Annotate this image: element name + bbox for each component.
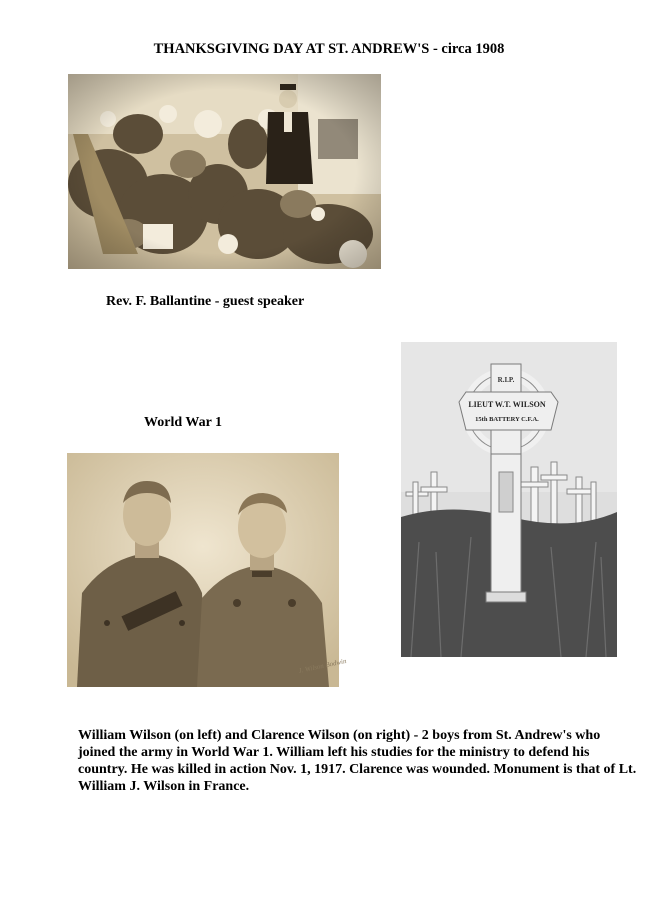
photographer-signature: J. Wilson Bodwin	[297, 656, 348, 675]
soldiers-photo	[67, 453, 348, 687]
church-flowers-photo	[68, 74, 381, 269]
ww1-caption: World War 1	[144, 415, 223, 430]
soldiers-portrait-photo	[67, 453, 348, 687]
page-title: THANKSGIVING DAY AT ST. ANDREW'S - circa 1908	[153, 41, 505, 57]
inscription-unit: 15th BATTERY C.F.A.	[475, 416, 539, 423]
grave-cross-photo	[401, 342, 617, 657]
description-paragraph: William Wilson (on left) and Clarence Wilson (on right) - 2 boys from St. Andrew's who joined the army in World War 1. William left his studies for the ministry to defend his country. He was killed in action Nov. 1, 1917. Clarence was wounded. Monument is that of Lt. William J. Wilson in France.	[78, 728, 637, 794]
monument-photo	[401, 342, 617, 657]
inscription-name: LIEUT W.T. WILSON	[468, 400, 546, 409]
thanksgiving-photo	[68, 74, 381, 269]
inscription-rip: R.I.P.	[497, 376, 515, 384]
speaker-caption: Rev. F. Ballantine - guest speaker	[106, 294, 305, 309]
